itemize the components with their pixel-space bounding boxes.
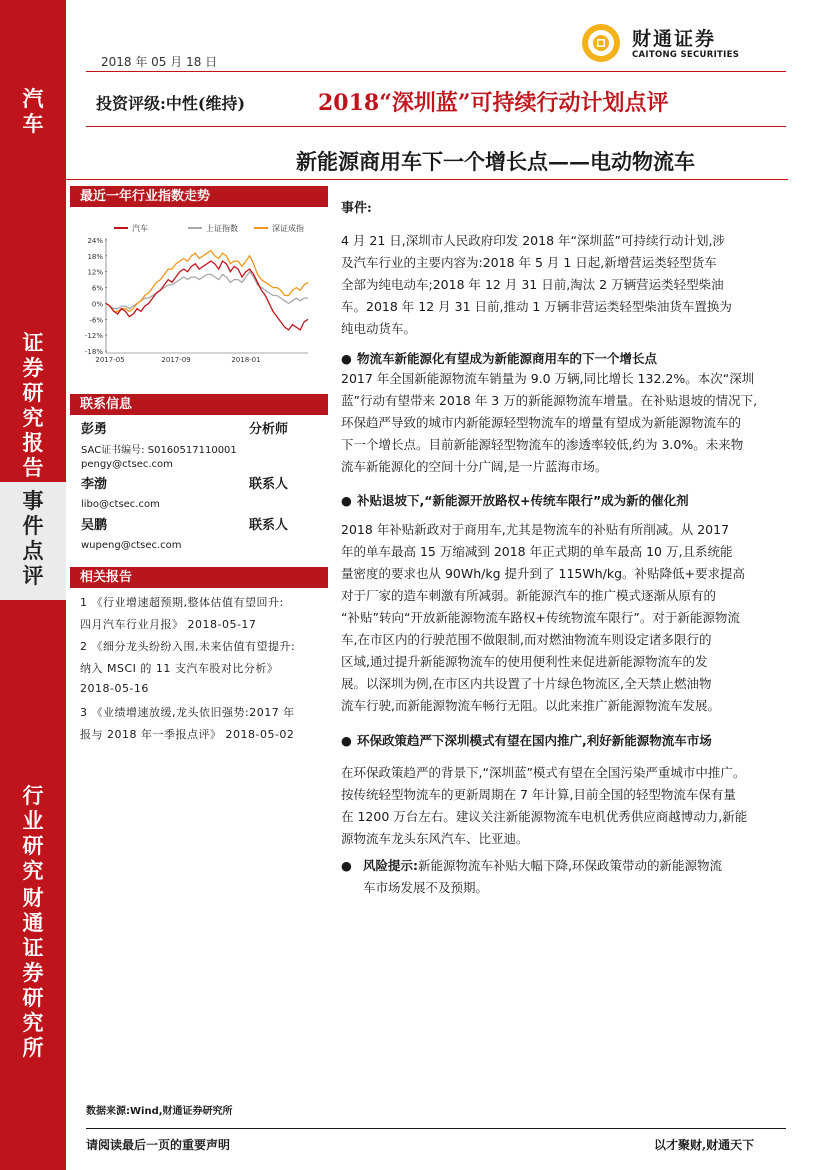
related-reports-header: 相关报告 bbox=[70, 567, 328, 588]
legend-label: 深证成指 bbox=[272, 224, 304, 233]
contact-2-name: 李渤 bbox=[81, 477, 108, 492]
related-report-line[interactable]: 报与 2018 年一季报点评》 2018-05-02 bbox=[80, 728, 295, 741]
section-2-heading: ● 补贴退坡下,“新能源开放路权+传统车限行”成为新的催化剂 bbox=[341, 493, 689, 508]
contact-3-email[interactable]: wupeng@ctsec.com bbox=[81, 540, 182, 551]
contact-section-header: 联系信息 bbox=[70, 394, 328, 415]
bullet-icon: ● bbox=[341, 733, 352, 748]
sidebar-institute-label: 财通证券研究所 bbox=[22, 885, 44, 1060]
sidebar-industry-label: 汽车 bbox=[22, 86, 44, 136]
event-label: 事件: bbox=[341, 201, 372, 216]
sidebar-doctype-label: 事件点评 bbox=[22, 488, 44, 588]
bullet-icon: ● bbox=[341, 493, 352, 508]
header-rule-top bbox=[86, 71, 786, 72]
risk-title: 风险提示: bbox=[363, 858, 418, 873]
bullet-icon: ● bbox=[341, 351, 352, 366]
sidebar-research-label: 行业研究 bbox=[22, 783, 44, 883]
series-line-1 bbox=[106, 272, 308, 309]
y-tick-label: -18% bbox=[84, 348, 103, 356]
left-sidebar bbox=[0, 0, 66, 1170]
chart-x-axis bbox=[95, 353, 308, 364]
contact-1-sac: SAC证书编号: S0160517110001 bbox=[81, 445, 237, 456]
section-1-heading: ● 物流车新能源化有望成为新能源商用车的下一个增长点 bbox=[341, 351, 658, 366]
footer-disclaimer: 请阅读最后一页的重要声明 bbox=[86, 1138, 231, 1152]
sidebar-section-label: 证券研究报告 bbox=[22, 330, 44, 480]
footer-slogan: 以才聚财,财通天下 bbox=[654, 1138, 755, 1152]
footer-rule bbox=[86, 1128, 786, 1129]
chart-lines bbox=[106, 251, 308, 330]
contact-1-role: 分析师 bbox=[249, 422, 289, 437]
x-tick-label: 2017-09 bbox=[161, 356, 191, 364]
report-date: 2018 年 05 月 18 日 bbox=[101, 55, 218, 69]
section-2-paragraph: 2018 年补贴新政对于商用车,尤其是物流车的补贴有所削减。从 2017 年的单车最高 15 万缩减到 2018 年正式期的单车最高 10 万,且系统能 量密度的要求也从 90Wh/kg 提升到了 115Wh/kg。补贴降低+要求提高 对于厂家的造车刺激有所减弱。新能源汽车的推广模式逐渐从原有的 “补贴”转向“开放新能源物流车路权+传统物流车限行”。对于新能源物流 车,在市区内的行驶范围不做限制,而对燃油物流车则设定诸多限行的 区域,通过提升新能源物流车的使用便利性来促进新能源物流车的发 展。以深圳为例,在市区内共设置了十片绿色物流区,全天禁止燃油物 流车行驶,而新能源物流车畅行无阻。以此来推广新能源物流车发展。 bbox=[341, 522, 745, 713]
investment-rating: 投资评级:中性(维持) bbox=[96, 94, 246, 113]
company-logo-icon bbox=[577, 21, 625, 65]
related-report-line[interactable]: 3 《业绩增速放缓,龙头依旧强势:2017 年 bbox=[80, 706, 295, 719]
y-tick-label: -6% bbox=[89, 316, 103, 325]
contact-2-email[interactable]: libo@ctsec.com bbox=[81, 499, 160, 510]
x-tick-label: 2017-05 bbox=[95, 356, 125, 364]
contact-1-email[interactable]: pengy@ctsec.com bbox=[81, 459, 173, 470]
header-rule-bottom bbox=[66, 179, 788, 180]
contact-1-name: 彭勇 bbox=[81, 422, 108, 437]
series-line-2 bbox=[106, 251, 308, 312]
bullet-icon: ● bbox=[341, 858, 352, 873]
y-tick-label: 18% bbox=[87, 252, 103, 261]
report-title: 2018“深圳蓝”可持续行动计划点评 bbox=[318, 90, 669, 116]
data-source-note: 数据来源:Wind,财通证券研究所 bbox=[86, 1106, 233, 1117]
contact-2-role: 联系人 bbox=[249, 477, 289, 492]
related-report-line[interactable]: 1 《行业增速超预期,整体估值有望回升: bbox=[80, 596, 284, 609]
header-rule-mid bbox=[86, 126, 786, 127]
related-report-line[interactable]: 2 《细分龙头纷纷入围,未来估值有望提升: bbox=[80, 640, 296, 653]
y-tick-label: 0% bbox=[91, 300, 103, 309]
chart-y-axis bbox=[85, 237, 107, 356]
related-report-line[interactable]: 纳入 MSCI 的 11 支汽车股对比分析》 bbox=[80, 662, 279, 675]
y-tick-label: 24% bbox=[87, 237, 103, 245]
logo-chinese-text: 财通证券 bbox=[632, 28, 717, 50]
y-tick-label: -12% bbox=[84, 332, 103, 341]
related-report-line[interactable]: 2018-05-16 bbox=[80, 682, 149, 695]
trend-section-header: 最近一年行业指数走势 bbox=[70, 186, 328, 207]
y-tick-label: 12% bbox=[87, 268, 103, 277]
logo-english-text: CAITONG SECURITIES bbox=[632, 50, 740, 60]
index-trend-chart bbox=[70, 210, 330, 370]
chart-legend bbox=[114, 223, 304, 233]
section-1-paragraph: 2017 年全国新能源物流车销量为 9.0 万辆,同比增长 132.2%。本次“深圳 蓝”行动有望带来 2018 年 3 万的新能源物流车增量。在补贴退坡的情况下, 环保趋严导致的城市内新能源轻型物流车的增量有望成为新能源物流车的 下一个增长点。目前新能源轻型物流车的渗透率较低,约为 3.0%。未来物 流车新能源化的空间十分广阔,是一片蓝海市场。 bbox=[341, 371, 758, 474]
legend-label: 汽车 bbox=[132, 224, 148, 233]
report-subtitle: 新能源商用车下一个增长点——电动物流车 bbox=[296, 149, 695, 174]
contact-3-name: 吴鹏 bbox=[81, 518, 108, 533]
y-tick-label: 6% bbox=[91, 284, 103, 293]
legend-label: 上证指数 bbox=[206, 224, 238, 233]
related-report-line[interactable]: 四月汽车行业月报》 2018-05-17 bbox=[80, 618, 257, 631]
section-3-heading: ● 环保政策趋严下深圳模式有望在国内推广,利好新能源物流车市场 bbox=[341, 733, 712, 748]
contact-3-role: 联系人 bbox=[249, 518, 289, 533]
sidebar-doctype-box bbox=[0, 482, 66, 600]
section-3-paragraph: 在环保政策趋严的背景下,“深圳蓝”模式有望在全国污染严重城市中推广。 按传统轻型物流车的更新周期在 7 年计算,目前全国的轻型物流车保有量 在 1200 万台左右。建议关注新能源物流车电机优秀供应商越博动力,新能 源物流车龙头东风汽车、比亚迪。 bbox=[341, 765, 748, 846]
x-tick-label: 2018-01 bbox=[231, 356, 261, 364]
event-paragraph: 4 月 21 日,深圳市人民政府印发 2018 年“深圳蓝”可持续行动计划,涉 及汽车行业的主要内容为:2018 年 5 月 1 日起,新增营运类轻型货车 全部为纯电动车;2018 年 12 月 31 日前,淘汰 2 万辆营运类轻型柴油 车。2018 年 12 月 31 日前,推动 1 万辆非营运类轻型柴油货车置换为 纯电动货车。 bbox=[341, 233, 732, 336]
risk-paragraph: ● 风险提示:新能源物流车补贴大幅下降,环保政策带动的新能源物流 车市场发展不及预期。 bbox=[341, 855, 789, 899]
